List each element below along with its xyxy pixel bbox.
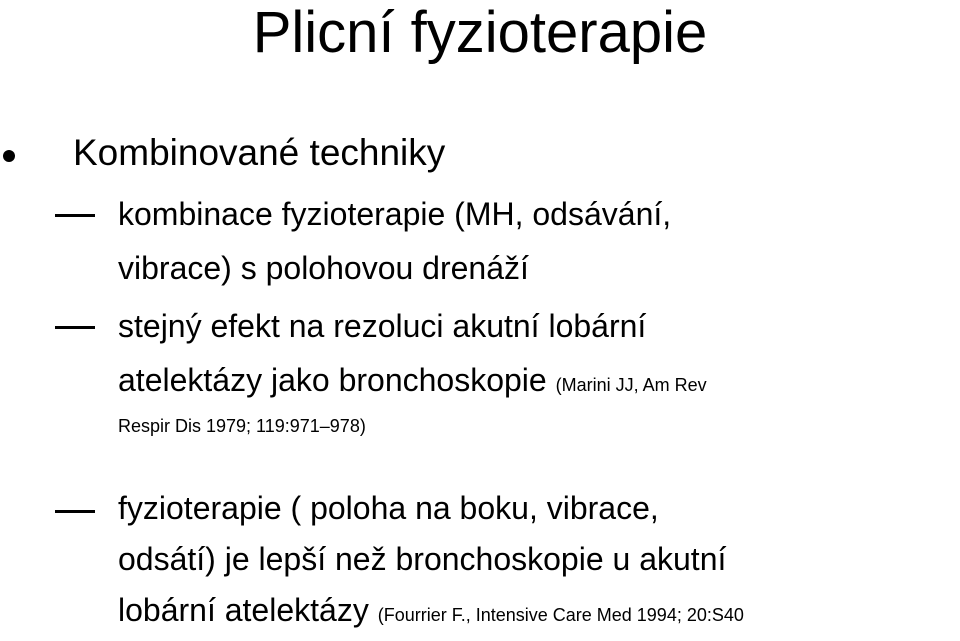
item-line: stejný efekt na rezoluci akutní lobární: [118, 308, 647, 344]
dash-icon: [55, 510, 95, 513]
citation-continued: Respir Dis 1979; 119:971–978): [118, 416, 366, 436]
slide-title: Plicní fyzioterapie: [252, 0, 708, 65]
list-item: [118, 483, 744, 641]
list-item: [118, 187, 671, 295]
citation: (Marini JJ, Am Rev: [555, 375, 707, 395]
bullet-level1-text: Kombinované techniky: [73, 132, 446, 173]
citation: (Fourrier F., Intensive Care Med 1994; 20:S40: [377, 605, 744, 625]
item-line: kombinace fyzioterapie (MH, odsávání,: [118, 196, 672, 232]
item-line: odsátí) je lepší než bronchoskopie u akutní: [118, 541, 727, 577]
dash-icon: [55, 326, 95, 329]
item-line: fyzioterapie ( poloha na boku, vibrace,: [118, 490, 659, 526]
item-line: lobární atelektázy: [118, 592, 369, 628]
item-line-with-citation: [118, 353, 707, 412]
dash-icon: [55, 214, 95, 217]
list-item: [118, 299, 707, 438]
item-line: vibrace) s polohovou drenáží: [118, 250, 529, 286]
item-line: atelektázy jako bronchoskopie: [118, 362, 547, 398]
bullet-dot-icon: [3, 150, 15, 162]
